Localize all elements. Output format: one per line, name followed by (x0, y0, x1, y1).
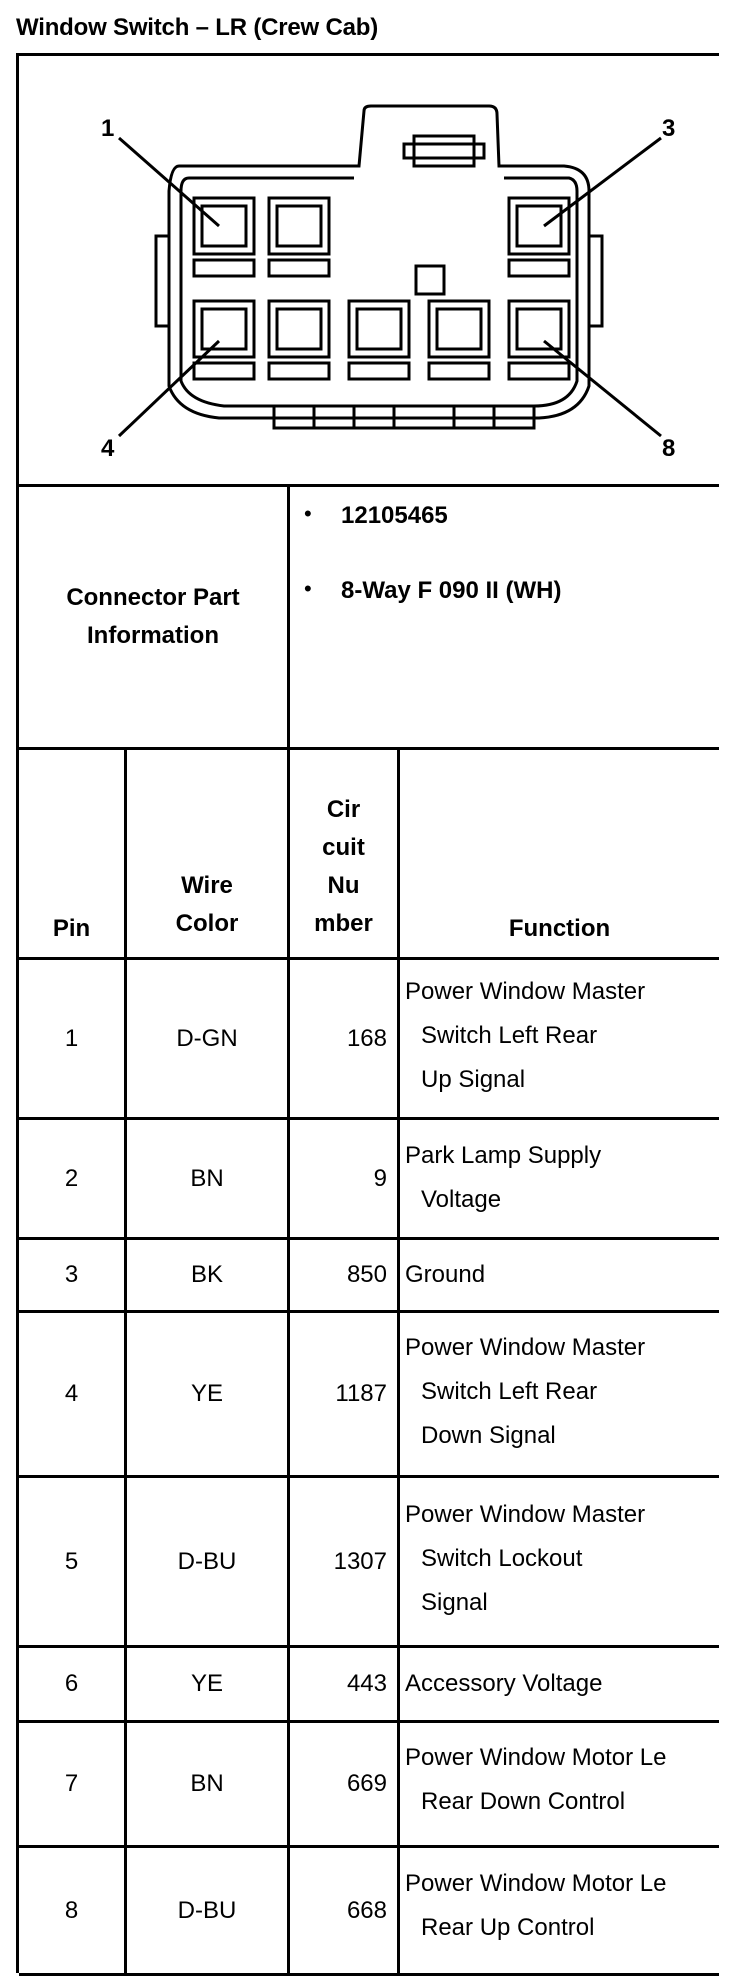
row-7-function (400, 1736, 719, 1836)
bullet-2: • (304, 576, 312, 601)
row-5-function-line-2: Switch Lockout (421, 1545, 583, 1572)
pin-label-8: 8 (662, 435, 676, 462)
row-3-color: BK (190, 1261, 223, 1288)
row-4-function-line-3: Down Signal (421, 1422, 556, 1449)
row-4-function-line-2: Switch Left Rear (421, 1378, 598, 1405)
row-1-function-line-2: Switch Left Rear (421, 1022, 598, 1049)
row-5-color: D-BU (177, 1547, 237, 1575)
row-8-function-line-1: Power Window Motor Le (405, 1870, 667, 1897)
row-1-color: D-GN (176, 1024, 238, 1052)
table-bottom-border (19, 1973, 719, 1976)
bullet-1: • (304, 501, 312, 526)
header-function: Function (508, 915, 611, 942)
connector-type: 8-Way F 090 II (WH) (341, 577, 562, 604)
row-4-color: YE (190, 1380, 223, 1407)
row-2-color: BN (190, 1164, 224, 1192)
row-3-function-line-1: Ground (405, 1261, 486, 1288)
header-circuit-text: Cir cuit Nu mber (314, 796, 373, 937)
connector-diagram (19, 56, 719, 486)
row-6-function (400, 1662, 719, 1712)
header-wire-color (127, 750, 287, 957)
row-8-color: D-BU (177, 1896, 237, 1924)
row-3-pin: 3 (64, 1261, 79, 1288)
info-label (19, 487, 287, 747)
row-2-pin: 2 (64, 1164, 79, 1192)
row-8-function (400, 1862, 719, 1962)
row-6-pin: 6 (64, 1670, 79, 1697)
row-6-color: YE (190, 1670, 223, 1697)
row-6-function-line-1: Accessory Voltage (405, 1670, 603, 1697)
row-1-function (400, 970, 719, 1110)
row-1-circuit: 168 (346, 1024, 387, 1052)
part-number: 12105465 (341, 502, 448, 529)
row-3-function (400, 1253, 719, 1303)
row-2-function-line-1: Park Lamp Supply (405, 1142, 602, 1169)
row-1-pin: 1 (64, 1024, 79, 1052)
row-8-pin: 8 (64, 1896, 79, 1924)
row-8-function-line-2: Rear Up Control (421, 1914, 595, 1941)
header-wire-color-text: Wire Color (175, 872, 239, 937)
header-pin: Pin (52, 915, 91, 942)
row-7-function-line-1: Power Window Motor Le (405, 1744, 667, 1771)
row-7-pin: 7 (64, 1770, 79, 1797)
row-7-function-line-2: Rear Down Control (421, 1788, 626, 1815)
row-5-function-line-1: Power Window Master (405, 1501, 646, 1528)
row-6-circuit: 443 (346, 1670, 387, 1697)
row-8-circuit: 668 (346, 1896, 387, 1924)
row-5-pin: 5 (64, 1547, 79, 1575)
page-title: Window Switch – LR (Crew Cab) (16, 14, 378, 41)
row-5-function-line-3: Signal (421, 1589, 488, 1616)
row-4-function-line-1: Power Window Master (405, 1334, 646, 1361)
row-1-function-line-3: Up Signal (421, 1066, 526, 1093)
row-1-function-line-1: Power Window Master (405, 978, 646, 1005)
row-4-circuit: 1187 (335, 1380, 387, 1407)
row-5-circuit: 1307 (333, 1547, 387, 1575)
pin-label-3: 3 (662, 115, 676, 142)
pin-label-1: 1 (101, 115, 115, 142)
info-label-text: Connector Part Information (66, 584, 240, 649)
row-2-circuit: 9 (373, 1164, 387, 1192)
row-7-circuit: 669 (346, 1770, 387, 1797)
row-4-function (400, 1326, 719, 1471)
row-7-color: BN (190, 1770, 224, 1797)
row-4-pin: 4 (64, 1380, 79, 1407)
connector-table-frame (16, 53, 719, 1973)
pin-label-4: 4 (101, 435, 115, 462)
row-2-function-line-2: Voltage (421, 1186, 502, 1213)
row-5-function (400, 1493, 719, 1638)
row-3-circuit: 850 (346, 1261, 387, 1288)
info-divider (287, 487, 290, 747)
header-circuit (290, 750, 397, 957)
row-2-function (400, 1134, 719, 1234)
